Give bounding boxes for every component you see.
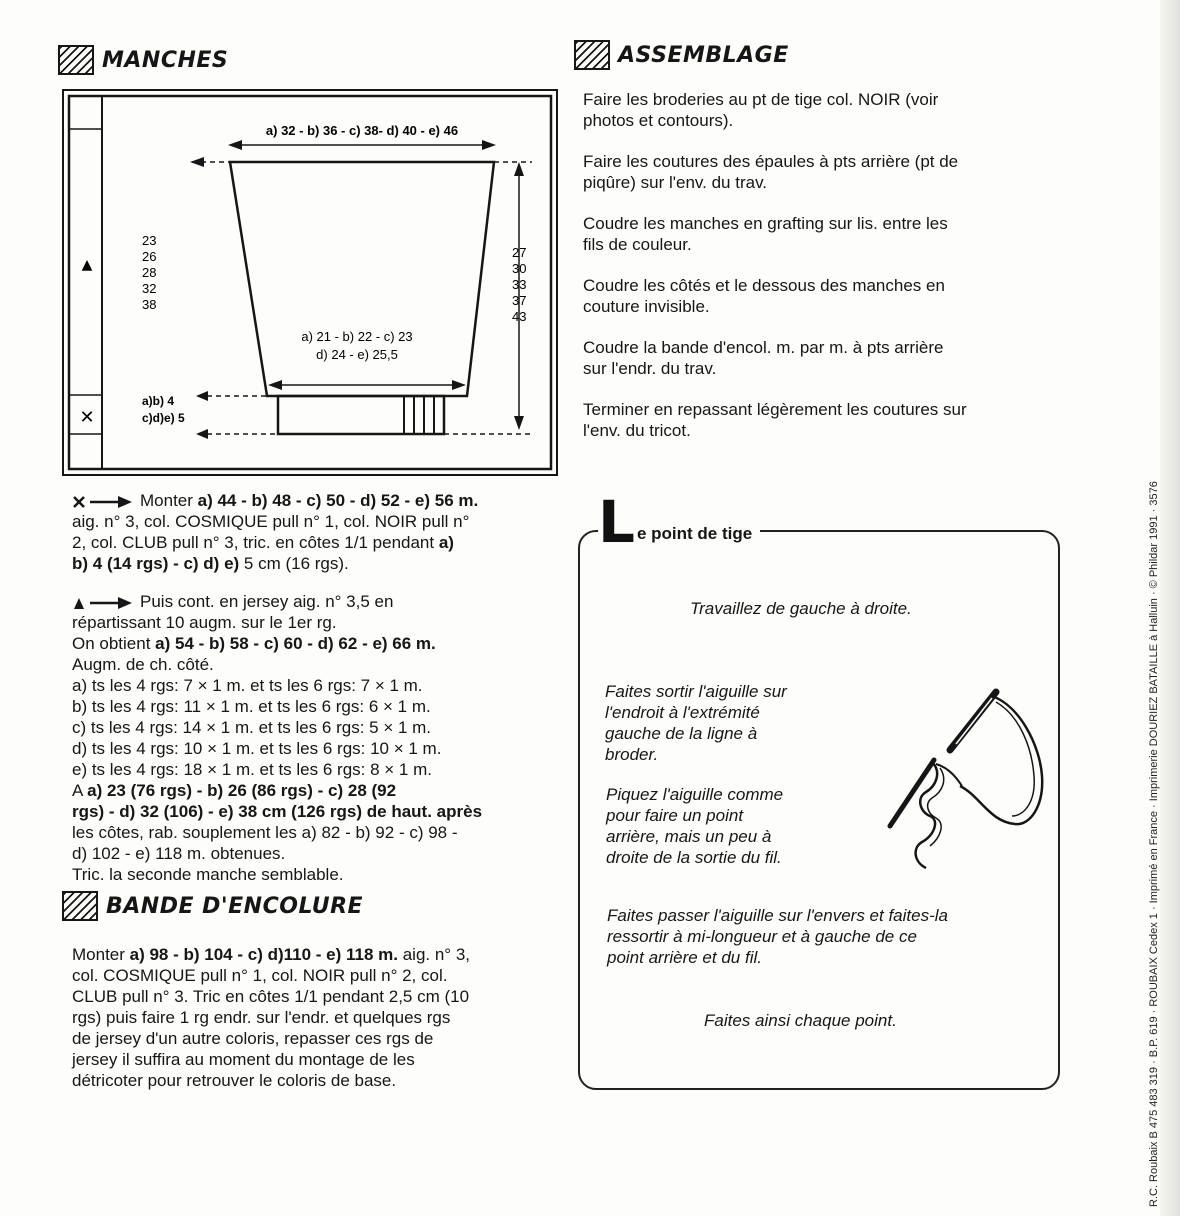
sleeve-diagram bbox=[62, 89, 558, 476]
augm-row-b: b) ts les 4 rgs: 11 × 1 m. et ts les 6 rgs: 6 × 1 m. bbox=[72, 697, 431, 716]
point-tige-title: e point de tige bbox=[636, 524, 753, 543]
point-tige-heading bbox=[598, 488, 760, 556]
bande-line-6: jersey il suffira au moment du montage de les bbox=[72, 1050, 415, 1069]
step-1 bbox=[605, 681, 855, 765]
assemblage-heading bbox=[574, 40, 789, 70]
manches-instructions-1 bbox=[72, 490, 552, 574]
assemblage-line: Faire les broderies au pt de tige col. NOIR (voir bbox=[583, 90, 939, 109]
bottom-width-label-1: a) 21 - b) 22 - c) 23 bbox=[301, 329, 413, 344]
monter-line-3: 2, col. CLUB pull n° 3, tric. en côtes 1/1 pendant bbox=[72, 533, 439, 552]
bande-lead: Monter bbox=[72, 945, 130, 964]
assemblage-line: Coudre les manches en grafting sur lis. entre les bbox=[583, 214, 948, 233]
assemblage-line: l'env. du tricot. bbox=[583, 421, 691, 440]
augm-line: Augm. de ch. côté. bbox=[72, 655, 214, 674]
hatch-icon bbox=[62, 891, 98, 921]
rib-label-2: c)d)e) 5 bbox=[142, 411, 185, 425]
step-2-line: pour faire un point bbox=[606, 806, 744, 825]
augm-row-c: c) ts les 4 rgs: 14 × 1 m. et ts les 6 rgs: 5 × 1 m. bbox=[72, 718, 432, 737]
right-height-0: 27 bbox=[512, 245, 527, 260]
assemblage-paragraph bbox=[583, 399, 1061, 441]
assemblage-line: sur l'endr. du trav. bbox=[583, 359, 717, 378]
cross-mark: ✕ bbox=[79, 407, 95, 428]
monter-line-3-size: a) bbox=[438, 533, 454, 552]
assemblage-paragraph bbox=[583, 275, 1061, 317]
augm-row-a: a) ts les 4 rgs: 7 × 1 m. et ts les 6 rgs: 7 × 1 m. bbox=[72, 676, 423, 695]
height-line-2: rgs) - d) 32 (106) - e) 38 cm (126 rgs) de haut. après bbox=[72, 802, 483, 821]
left-height-4: 38 bbox=[142, 297, 157, 312]
bande-sizes: a) 98 - b) 104 - c) d)110 - e) 118 m. bbox=[129, 945, 398, 964]
assemblage-line: Coudre la bande d'encol. m. par m. à pts arrière bbox=[583, 338, 944, 357]
step-1-line: broder. bbox=[605, 745, 659, 764]
bottom-width-label-2: d) 24 - e) 25,5 bbox=[316, 347, 398, 362]
page-edge bbox=[1160, 0, 1180, 1216]
left-height-0: 23 bbox=[142, 233, 157, 248]
height-line-3: les côtes, rab. souplement les a) 82 - b) 92 - c) 98 - bbox=[72, 823, 458, 842]
obtient-sizes: a) 54 - b) 58 - c) 60 - d) 62 - e) 66 m. bbox=[155, 634, 436, 653]
puis-line-2: répartissant 10 augm. sur le 1er rg. bbox=[72, 613, 337, 632]
bande-instructions bbox=[72, 944, 552, 1091]
manches-title: MANCHES bbox=[102, 47, 229, 73]
assemblage-paragraph bbox=[583, 89, 1061, 131]
puis-lead: Puis cont. en jersey aig. n° 3,5 en bbox=[140, 592, 394, 611]
triangle-mark: ▲ bbox=[81, 257, 93, 273]
hatch-icon bbox=[574, 40, 610, 70]
left-height-1: 26 bbox=[142, 249, 157, 264]
bande-line-3: CLUB pull n° 3. Tric en côtes 1/1 pendant 2,5 cm (10 bbox=[72, 987, 470, 1006]
assemblage-paragraph bbox=[583, 151, 1061, 193]
assemblage-paragraph bbox=[583, 337, 1061, 379]
right-height-3: 37 bbox=[512, 293, 527, 308]
final-step: Faites ainsi chaque point. bbox=[704, 1011, 897, 1030]
step-1-line: l'endroit à l'extrémité bbox=[605, 703, 760, 722]
step-2-line: droite de la sortie du fil. bbox=[606, 848, 782, 867]
augm-row-d: d) ts les 4 rgs: 10 × 1 m. et ts les 6 rgs: 10 × 1 m. bbox=[72, 739, 442, 758]
right-height-1: 30 bbox=[512, 261, 527, 276]
monter-lead: Monter bbox=[140, 491, 198, 510]
bande-title: BANDE D'ENCOLURE bbox=[106, 893, 364, 919]
augm-row-e: e) ts les 4 rgs: 18 × 1 m. et ts les 6 rgs: 8 × 1 m. bbox=[72, 760, 432, 779]
step-3-line: Faites passer l'aiguille sur l'envers et faites-la bbox=[607, 906, 948, 925]
right-height-4: 43 bbox=[512, 309, 527, 324]
manches-instructions-2 bbox=[72, 591, 552, 885]
direction-line: Travaillez de gauche à droite. bbox=[690, 599, 912, 618]
assemblage-line: Faire les coutures des épaules à pts arrière (pt de bbox=[583, 152, 959, 171]
bande-line-5: de jersey d'un autre coloris, repasser ces rgs de bbox=[72, 1029, 434, 1048]
assemblage-line: piqûre) sur l'env. du trav. bbox=[583, 173, 768, 192]
step-2-line: arrière, mais un peu à bbox=[606, 827, 772, 846]
height-line-4: d) 102 - e) 118 m. obtenues. bbox=[72, 844, 286, 863]
top-width-label: a) 32 - b) 36 - c) 38- d) 40 - e) 46 bbox=[265, 123, 459, 138]
bande-line-7: détricoter pour retrouver le coloris de base. bbox=[72, 1071, 397, 1090]
manches-heading bbox=[58, 45, 228, 75]
bande-heading bbox=[62, 891, 363, 921]
assemblage-line: Terminer en repassant légèrement les coutures sur bbox=[583, 400, 967, 419]
step-1-line: Faites sortir l'aiguille sur bbox=[605, 682, 787, 701]
step-1-line: gauche de la ligne à bbox=[605, 724, 758, 743]
monter-sizes: a) 44 - b) 48 - c) 50 - d) 52 - e) 56 m. bbox=[197, 491, 479, 510]
triangle-arrow-icon bbox=[72, 595, 134, 611]
step-3-line: ressortir à mi-longueur et à gauche de ce bbox=[607, 927, 917, 946]
printer-imprint: R.C. Roubaix B 475 483 319 · B.P. 619 · ROUBAIX Cedex 1 · Imprimé en France · Imprimerie DOURIEZ BATAILLE à Halluin · © Phildar 1991 · 3576 bbox=[1148, 481, 1160, 1207]
assemblage-paragraph bbox=[583, 213, 1061, 255]
rib-label-1: a)b) 4 bbox=[142, 394, 175, 408]
height-sizes: a) 23 (76 rgs) - b) 26 (86 rgs) - c) 28 (92 bbox=[87, 781, 397, 800]
obtient-lead: On obtient bbox=[72, 634, 156, 653]
bande-needle: aig. n° 3, bbox=[397, 945, 470, 964]
hatch-icon bbox=[58, 45, 94, 75]
monter-line-4-sizes: b) 4 (14 rgs) - c) d) e) bbox=[72, 554, 240, 573]
stem-stitch-illustration bbox=[870, 676, 1050, 876]
assemblage-line: Coudre les côtés et le dessous des manches en bbox=[583, 276, 945, 295]
second-sleeve-line: Tric. la seconde manche semblable. bbox=[72, 865, 344, 884]
height-lead: A bbox=[72, 781, 88, 800]
right-height-2: 33 bbox=[512, 277, 527, 292]
step-3 bbox=[607, 905, 1047, 968]
drop-cap-l: L bbox=[598, 488, 635, 556]
assemblage-line: photos et contours). bbox=[583, 111, 734, 130]
monter-line-2: aig. n° 3, col. COSMIQUE pull n° 1, col. NOIR pull n° bbox=[72, 512, 470, 531]
assemblage-instructions bbox=[583, 89, 1061, 461]
bande-line-2: col. COSMIQUE pull n° 1, col. NOIR pull n° 2, col. bbox=[72, 966, 448, 985]
assemblage-line: fils de couleur. bbox=[583, 235, 692, 254]
bande-line-4: rgs) puis faire 1 rg endr. sur l'endr. et quelques rgs bbox=[72, 1008, 451, 1027]
step-2 bbox=[606, 784, 856, 868]
assemblage-title: ASSEMBLAGE bbox=[618, 42, 789, 68]
assemblage-line: couture invisible. bbox=[583, 297, 710, 316]
step-2-line: Piquez l'aiguille comme bbox=[606, 785, 784, 804]
monter-line-4: 5 cm (16 rgs). bbox=[239, 554, 349, 573]
left-height-3: 32 bbox=[142, 281, 157, 296]
cross-arrow-icon bbox=[72, 494, 134, 510]
step-3-line: point arrière et du fil. bbox=[607, 948, 762, 967]
left-height-2: 28 bbox=[142, 265, 157, 280]
